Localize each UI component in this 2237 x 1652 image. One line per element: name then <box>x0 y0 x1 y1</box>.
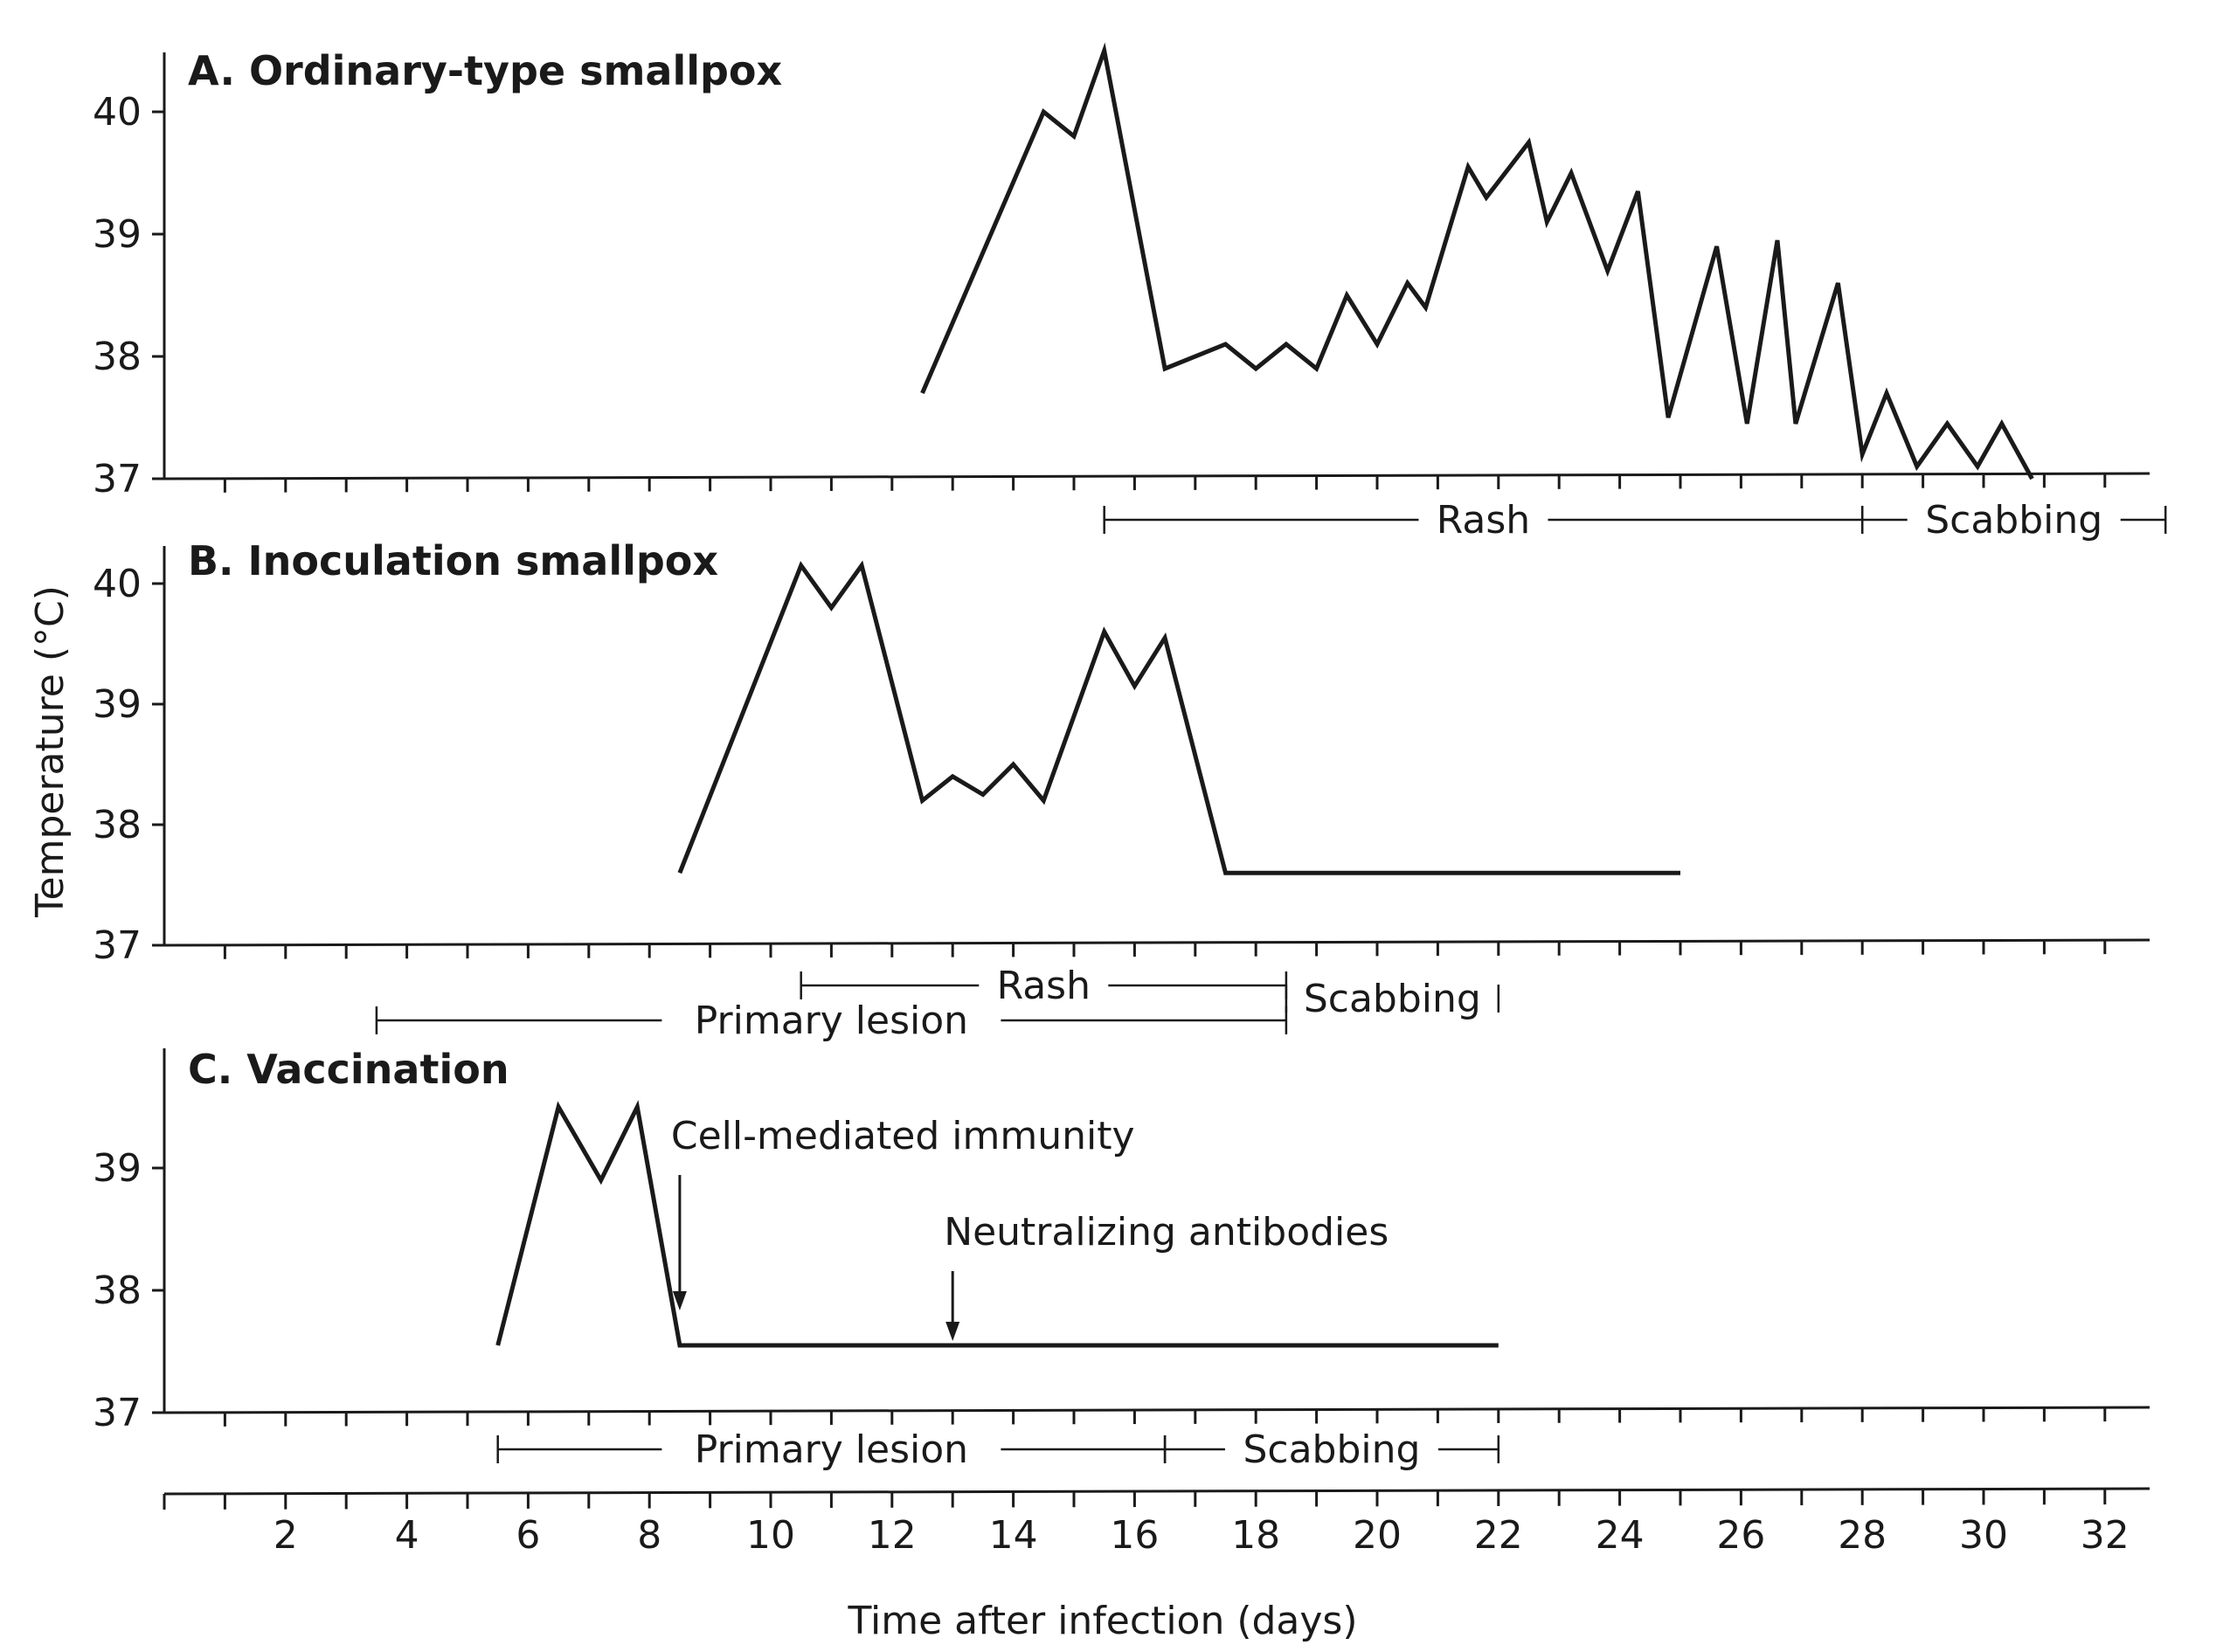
time-tick-label: 22 <box>1473 1513 1523 1558</box>
time-tick-label: 12 <box>867 1513 917 1558</box>
y-tick-label: 37 <box>93 457 142 501</box>
panel-a-title: A. Ordinary-type smallpox <box>188 47 783 94</box>
phase-label: Scabbing <box>1243 1427 1421 1472</box>
time-tick-label: 10 <box>746 1513 795 1558</box>
y-tick-label: 38 <box>93 803 142 847</box>
phase-label: Primary lesion <box>694 1427 969 1472</box>
time-tick-label: 16 <box>1110 1513 1160 1558</box>
y-tick-label: 40 <box>93 562 142 606</box>
phase-label: Scabbing <box>1303 977 1481 1021</box>
series-line <box>923 51 2033 479</box>
time-tick-label: 2 <box>273 1513 298 1558</box>
panel-a <box>93 51 2165 543</box>
y-tick-label: 38 <box>93 1268 142 1313</box>
time-tick-label: 18 <box>1231 1513 1281 1558</box>
time-tick-label: 26 <box>1716 1513 1766 1558</box>
y-tick-label: 39 <box>93 682 142 727</box>
phase-label: Scabbing <box>1925 498 2103 543</box>
arrow-head <box>945 1322 959 1341</box>
time-tick-label: 4 <box>394 1513 419 1558</box>
time-tick-label: 32 <box>2080 1513 2130 1558</box>
y-tick-label: 40 <box>93 90 142 135</box>
y-tick-label: 39 <box>93 1146 142 1191</box>
time-tick-label: 6 <box>516 1513 541 1558</box>
time-tick-label: 30 <box>1959 1513 2008 1558</box>
x-axis-title: Time after infection (days) <box>848 1599 1358 1643</box>
time-axis <box>164 1489 2150 1558</box>
y-tick-label: 38 <box>93 335 142 379</box>
x-axis-line <box>164 1407 2150 1413</box>
time-tick-label: 24 <box>1595 1513 1645 1558</box>
annotation-label: Neutralizing antibodies <box>944 1210 1389 1255</box>
panel-c <box>93 1048 2150 1472</box>
y-tick-label: 37 <box>93 923 142 968</box>
panel-c-title: C. Vaccination <box>188 1046 509 1093</box>
phase-label: Primary lesion <box>694 999 969 1043</box>
phase-label: Rash <box>1436 498 1531 543</box>
time-tick-label: 14 <box>988 1513 1038 1558</box>
phase-label: Rash <box>996 964 1091 1008</box>
x-axis-line <box>164 473 2150 479</box>
time-tick-label: 28 <box>1838 1513 1887 1558</box>
panel-b <box>93 546 2150 1043</box>
time-tick-label: 8 <box>637 1513 662 1558</box>
y-tick-label: 37 <box>93 1391 142 1435</box>
panel-b-title: B. Inoculation smallpox <box>188 537 719 584</box>
series-line <box>680 565 1680 873</box>
annotation-label: Cell-mediated immunity <box>670 1114 1135 1158</box>
time-tick-label: 20 <box>1353 1513 1402 1558</box>
time-axis-line <box>164 1489 2150 1494</box>
y-axis-title: Temperature (°C) <box>28 585 73 917</box>
y-tick-label: 39 <box>93 212 142 257</box>
x-axis-line <box>164 940 2150 945</box>
